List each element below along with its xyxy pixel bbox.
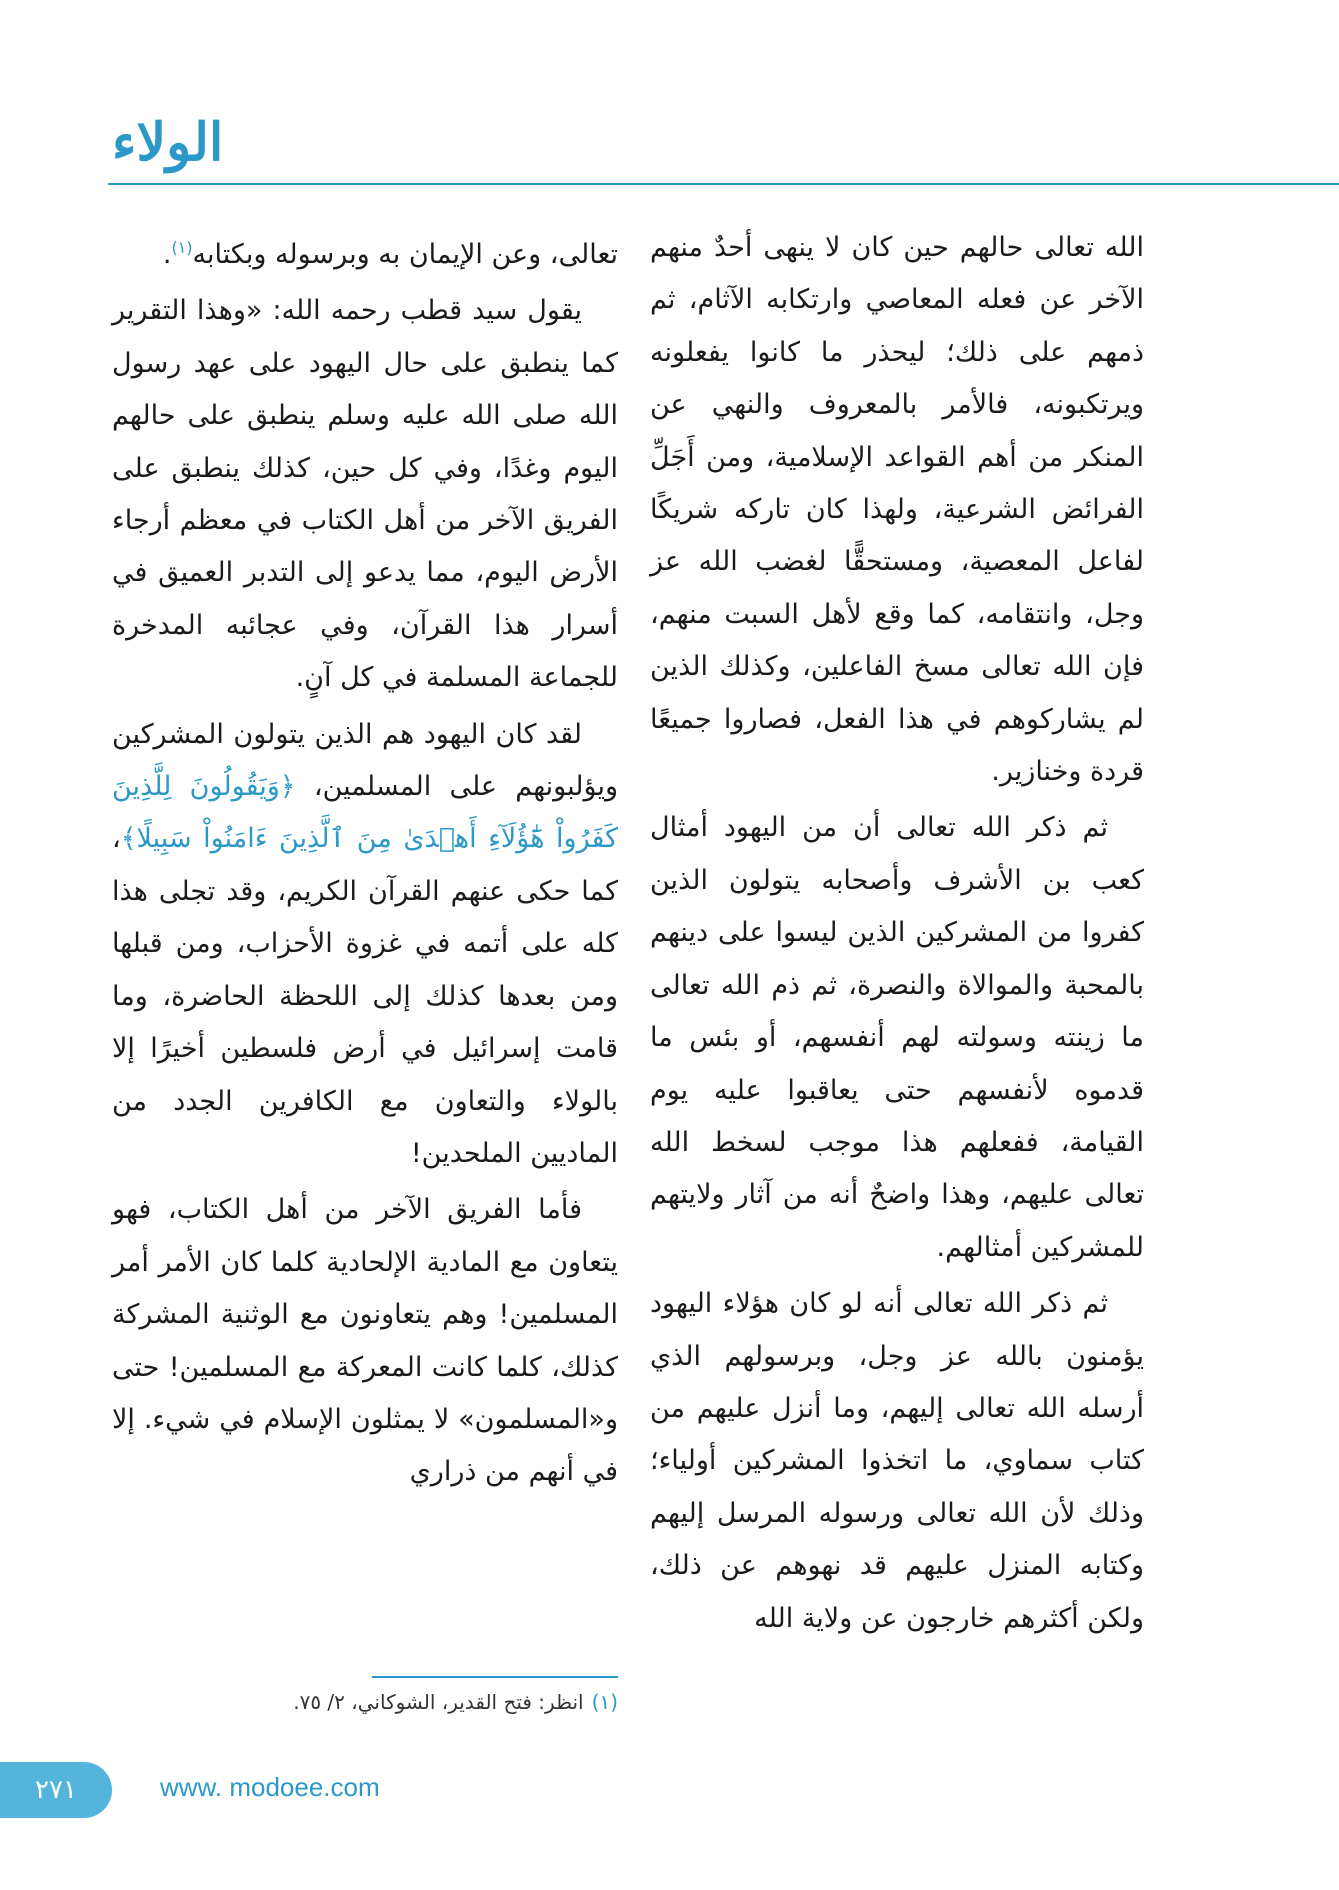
footnote-number: (١) <box>591 1690 618 1714</box>
footnote <box>112 1690 618 1714</box>
page-number-badge <box>0 1762 112 1818</box>
website-link[interactable]: www. modoee.com <box>160 1772 380 1802</box>
right-paragraph-1: الله تعالى حالهم حين كان لا ينهى أحدٌ منهم الآخر عن فعله المعاصي وارتكابه الآثام، ثم ذمهم على ذلك؛ ليحذر ما كانوا يفعلونه ويرتكبونه، فالأمر بالمعروف والنهي عن المنكر من أهم القواعد الإسلامية، ومن أَجَلِّ الفرائض الشرعية، ولهذا كان تاركه شريكًا لفاعل المعصية، ومستحقًّا لغضب الله عز وجل، وانتقامه، كما وقع لأهل السبت منهم، فإن الله تعالى مسخ الفاعلين، وكذلك الذين لم يشاركوهم في هذا الفعل، فصاروا جميعًا قردة وخنازير. <box>650 232 1144 788</box>
left-paragraph-1-end: . <box>162 239 172 270</box>
quran-verse: ﴿وَيَقُولُونَ لِلَّذِينَ كَفَرُواْ هَٰٓؤُلَآءِ أَهۡدَىٰ مِنَ ٱلَّذِينَ ءَامَنُواْ سَبِيلًا﴾ <box>112 771 618 855</box>
footnote-marker[interactable]: (١) <box>171 238 193 257</box>
right-column <box>650 222 1144 1649</box>
right-paragraph-2: ثم ذكر الله تعالى أن من اليهود أمثال كعب بن الأشرف وأصحابه يتولون الذين كفروا من المشركين الذين ليسوا على دينهم بالمحبة والموالاة والنصرة، ثم ذم الله تعالى ما زينته وسولته لهم أنفسهم، أو بئس ما قدموه لأنفسهم حتى يعاقبوا عليه يوم القيامة، ففعلهم هذا موجب لسخط الله تعالى عليهم، وهذا واضحٌ أنه من آثار ولايتهم للمشركين أمثالهم. <box>650 812 1144 1263</box>
footnote-divider <box>372 1676 618 1678</box>
left-paragraph-3 <box>112 709 618 1181</box>
left-paragraph-3-intro: لقد كان اليهود هم الذين يتولون المشركين ويؤلبونهم على المسلمين، <box>112 718 618 803</box>
header-divider <box>108 183 1339 185</box>
left-paragraph-1 <box>112 222 618 281</box>
footnote-text: انظر: فتح القدير، الشوكاني، ٢/ ٧٥. <box>293 1690 584 1714</box>
left-paragraph-3-rest: ، كما حكى عنهم القرآن الكريم، وقد تجلى هذا كله على أتمه في غزوة الأحزاب، ومن قبلها ومن بعدها كذلك إلى اللحظة الحاضرة، وما قامت إسرائيل في أرض فلسطين أخيرًا إلا بالولاء والتعاون مع الكافرين الجدد من الماديين الملحدين! <box>112 823 618 1169</box>
left-paragraph-4: فأما الفريق الآخر من أهل الكتاب، فهو يتعاون مع المادية الإلحادية كلما كان الأمر أمر المسلمين! وهم يتعاونون مع الوثنية المشركة كذلك، كلما كانت المعركة مع المسلمين! حتى و«المسلمون» لا يمثلون الإسلام في شيء. إلا في أنهم من ذراري <box>112 1194 618 1488</box>
page-number: ٢٧١ <box>35 1775 77 1805</box>
right-paragraph-3: ثم ذكر الله تعالى أنه لو كان هؤلاء اليهود يؤمنون بالله عز وجل، وبرسولهم الذي أرسله الله تعالى إليهم، وما أنزل عليهم من كتاب سماوي، ما اتخذوا المشركين أولياء؛ وذلك لأن الله تعالى ورسوله المرسل إليهم وكتابه المنزل عليهم قد نهوهم عن ذلك، ولكن أكثرهم خارجون عن ولاية الله <box>650 1288 1144 1634</box>
section-title: الولاء <box>112 112 224 173</box>
left-column <box>112 222 618 1503</box>
left-paragraph-2: يقول سيد قطب رحمه الله: «وهذا التقرير كما ينطبق على حال اليهود على عهد رسول الله صلى الله عليه وسلم ينطبق على حالهم اليوم وغدًا، وفي كل حين، كذلك ينطبق على الفريق الآخر من أهل الكتاب في معظم أرجاء الأرض اليوم، مما يدعو إلى التدبر العميق في أسرار هذا القرآن، وفي عجائبه المدخرة للجماعة المسلمة في كل آنٍ. <box>112 295 618 694</box>
left-paragraph-1-text: تعالى، وعن الإيمان به وبرسوله وبكتابه <box>192 239 618 270</box>
